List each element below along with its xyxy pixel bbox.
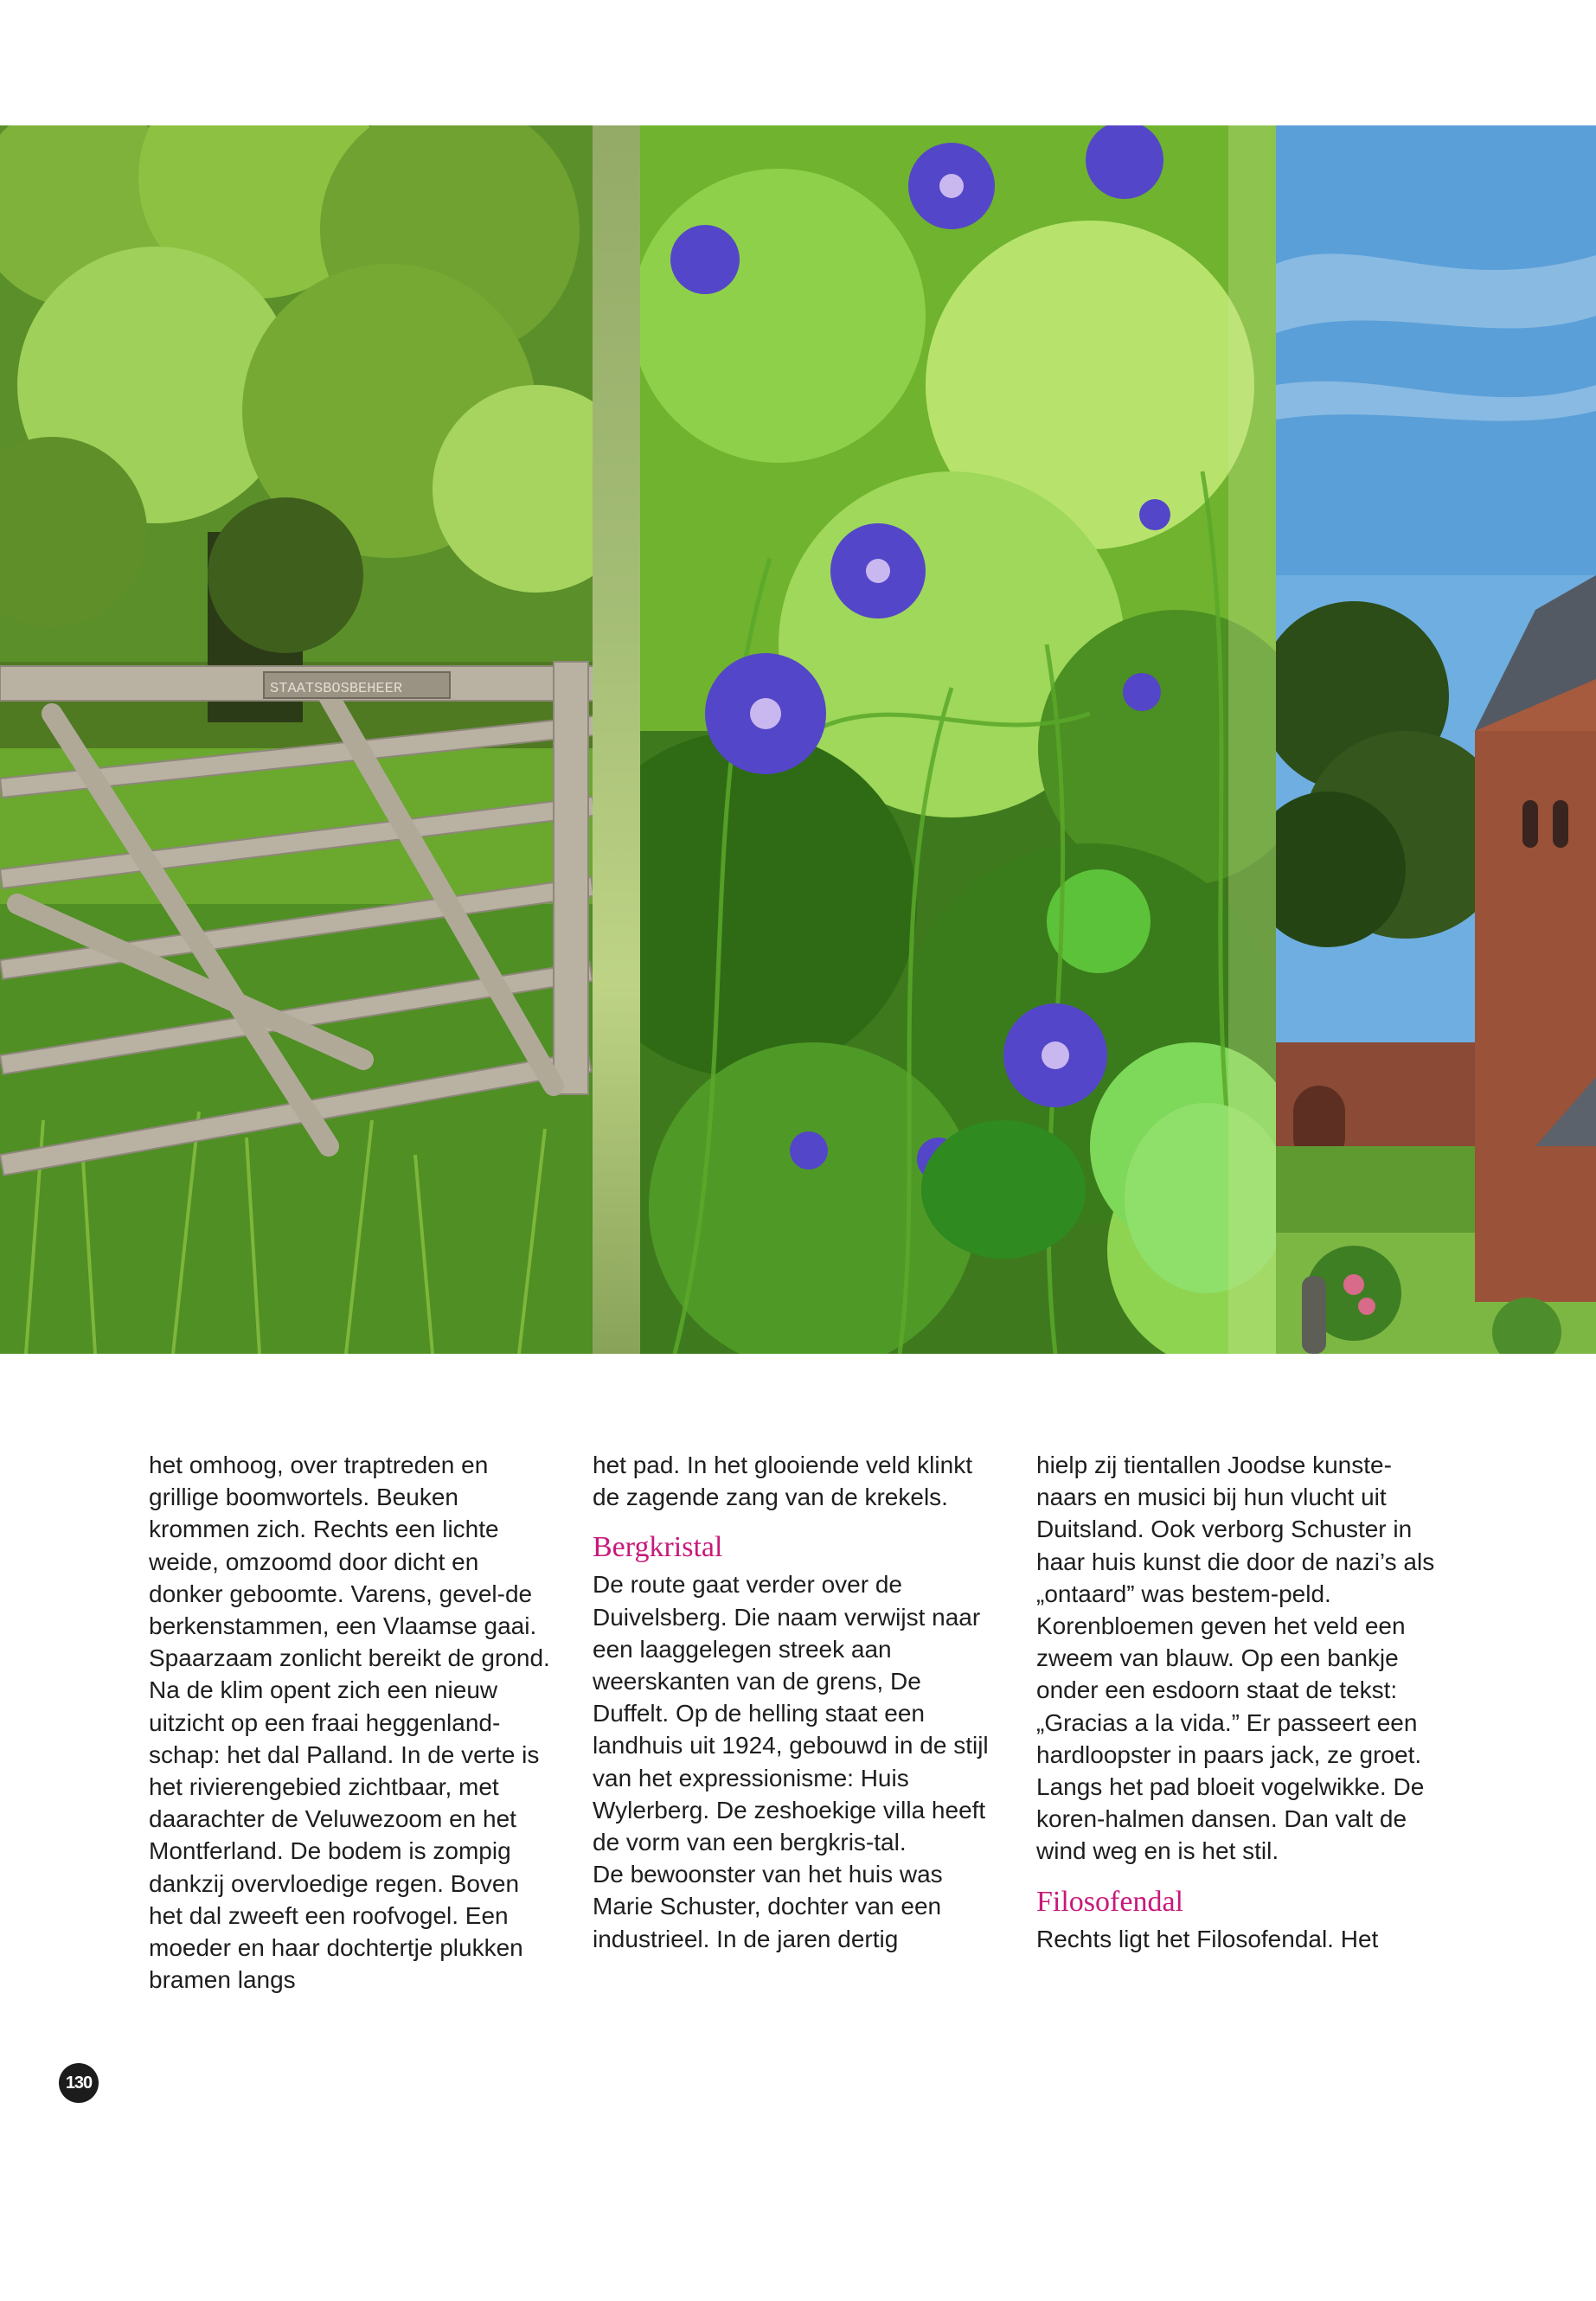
page-number-badge: 130 (59, 2063, 99, 2103)
body-paragraph: De route gaat verder over de Duivelsberg. Die naam verwijst naar een laaggelegen streek aan weerskanten van de grens, De Duffelt. Op de helling staat een landhuis uit 1924, gebouwd in de stijl van het expressionisme: Huis Wylerberg. De zeshoekige villa heeft de vorm van een bergkris-tal. (593, 1571, 989, 1856)
church-photo (1276, 125, 1596, 1354)
gate-photo (0, 125, 593, 1354)
body-paragraph: Korenbloemen geven het veld een zweem van blauw. Op een bankje onder een esdoorn staat de tekst: „Gracias a la vida.” Er passeert een hardloopster in paars jack, ze groet. Langs het pad bloeit vogelwikke. De koren-halmen dansen. Dan valt de wind weg en is het stil. (1036, 1612, 1425, 1865)
gate-sign-text: STAATSBOSBEHEER (270, 681, 403, 697)
flower-photo (640, 125, 1276, 1354)
text-column-3 (1036, 1449, 1443, 1955)
photo-strip (0, 125, 1596, 1354)
body-paragraph: De bewoonster van het huis was Marie Schuster, dochter van een industrieel. In de jaren dertig (593, 1861, 943, 1952)
text-column-2 (593, 1449, 999, 1955)
body-paragraph: het pad. In het glooiende veld klinkt de zagende zang van de krekels. (593, 1452, 972, 1511)
text-column-1 (149, 1449, 555, 1996)
body-paragraph: Rechts ligt het Filosofendal. Het (1036, 1925, 1379, 1952)
body-paragraph: Na de klim opent zich een nieuw uitzicht op een fraai heggenland-schap: het dal Palland. In de verte is het rivierengebied zichtbaar, met daarachter de Veluwezoom en het Montferland. De bodem is zompig dankzij overvloedige regen. Boven het dal zweeft een roofvogel. Een moeder en haar dochtertje plukken bramen langs (149, 1676, 540, 1994)
body-paragraph: hielp zij tientallen Joodse kunste-naars en musici bij hun vlucht uit Duitsland. Ook verborg Schuster in haar huis kunst die door de nazi’s als „ontaard” was bestem-peld. (1036, 1452, 1435, 1607)
section-heading-filosofendal: Filosofendal (1036, 1885, 1183, 1918)
body-paragraph: het omhoog, over traptreden en grillige boomwortels. Beuken krommen zich. Rechts een lichte weide, omzoomd door dicht en donker geboomte. Varens, gevel-de berkenstammen, een Vlaamse gaai. Spaarzaam zonlicht bereikt de grond. (149, 1452, 550, 1672)
section-heading-bergkristal: Bergkristal (593, 1531, 723, 1564)
photo-divider-strip (593, 125, 640, 1354)
